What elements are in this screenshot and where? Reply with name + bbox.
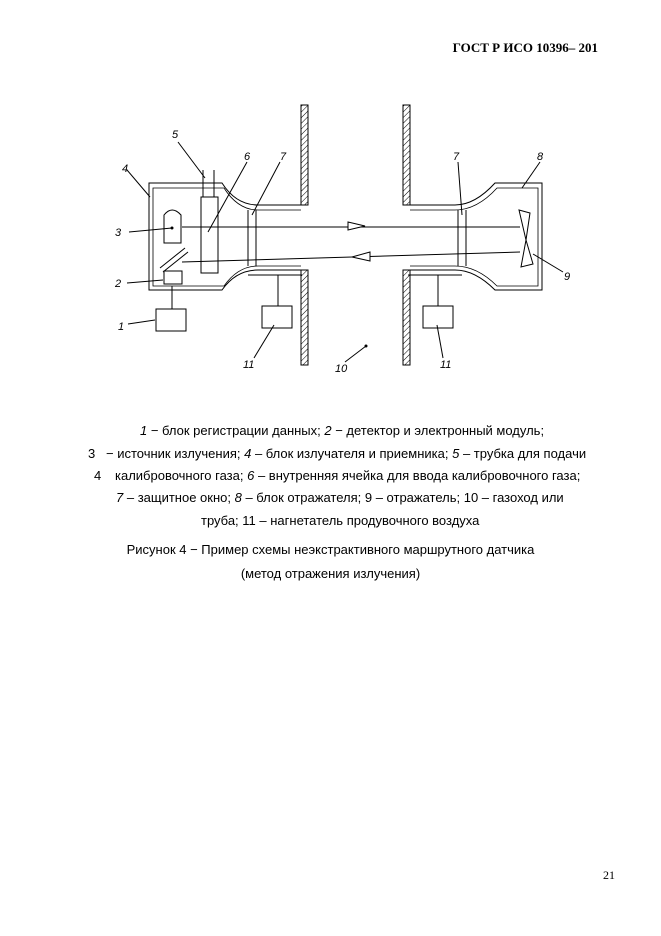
purge-blower-left <box>262 306 292 328</box>
label-7-right: 7 <box>453 151 460 163</box>
legend-line-4: 7 – защитное окно; 8 – блок отражателя; 9 – отражатель; 10 – газоход или <box>116 490 564 505</box>
label-3: 3 <box>115 227 122 239</box>
duct-wall-right-bottom <box>403 270 410 365</box>
duct-wall-right-top <box>403 105 410 205</box>
emitter-receiver-unit-outline <box>149 183 301 290</box>
label-11-right: 11 <box>440 359 452 371</box>
document-code: ГОСТ Р ИСО 10396– 201 <box>452 40 598 55</box>
figure-caption-title: Рисунок 4 − Пример схемы неэкстрактивного маршрутного датчика <box>126 542 535 557</box>
radiation-source <box>164 210 181 243</box>
label-7-left: 7 <box>280 151 287 163</box>
label-10: 10 <box>335 363 348 375</box>
data-recording-unit <box>156 309 186 331</box>
legend-line-3: 4 калибровочного газа; 6 – внутренняя ячейка для ввода калибровочного газа; <box>94 468 581 483</box>
legend-line-2: 3 − источник излучения; 4 – блок излучателя и приемника; 5 – трубка для подачи <box>88 446 587 461</box>
duct-wall-left-top <box>301 105 308 205</box>
sensor-diagram <box>0 90 661 410</box>
label-6: 6 <box>244 151 251 163</box>
duct-wall-left-bottom <box>301 270 308 365</box>
figure-caption-subtitle: (метод отражения излучения) <box>240 566 421 581</box>
label-9: 9 <box>564 271 571 283</box>
legend-line-1: 1 − блок регистрации данных; 2 − детектор и электронный модуль; <box>140 423 545 438</box>
label-8: 8 <box>537 151 544 163</box>
legend-line-5: труба; 11 – нагнетатель продувочного воздуха <box>201 513 480 528</box>
page-number: 21 <box>603 868 615 882</box>
label-1: 1 <box>118 321 125 333</box>
reflector-unit-outline <box>410 183 542 290</box>
label-2: 2 <box>115 278 122 290</box>
label-11-left: 11 <box>243 359 255 371</box>
label-5: 5 <box>172 129 179 141</box>
reflector <box>519 210 533 267</box>
purge-blower-right <box>423 306 453 328</box>
detector-module <box>164 271 182 284</box>
label-4: 4 <box>122 163 129 175</box>
